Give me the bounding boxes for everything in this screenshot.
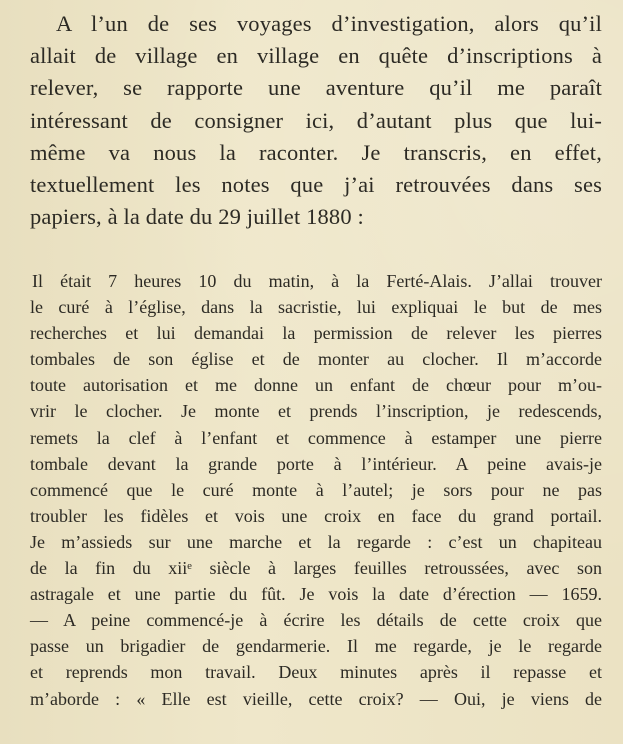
intro-line: A l’un de ses voyages d’investigation, alors qu’il (56, 11, 602, 36)
notes-line: recherches et lui demandai la permission de relever les pierres (30, 323, 602, 344)
intro-line: textuellement les notes que j’ai retrouvées dans ses (30, 172, 602, 198)
intro-line: intéressant de consigner ici, d’autant plus que lui- (30, 107, 602, 133)
notes-line: de la fin du xiiᵉ siècle à larges feuilles retroussées, avec son (30, 558, 602, 579)
intro-line: papiers, à la date du 29 juillet 1880 : (30, 204, 364, 230)
notes-line: le curé à l’église, dans la sacristie, lui expliquai le but de mes (30, 297, 602, 318)
notes-line: troubler les fidèles et vois une croix en face du grand portail. (30, 505, 602, 526)
notes-line: remets la clef à l’enfant et commence à estamper une pierre (30, 427, 602, 448)
notes-line: et reprends mon travail. Deux minutes après il repasse et (30, 662, 602, 683)
notes-line: Je m’assieds sur une marche et la regarde : c’est un chapiteau (30, 531, 602, 552)
notes-line: tombales de son église et de monter au clocher. Il m’accorde (30, 349, 602, 370)
intro-line: même va nous la raconter. Je transcris, en effet, (30, 139, 602, 165)
intro-paragraph (30, 8, 602, 233)
notes-line: vrir le clocher. Je monte et prends l’inscription, je redescends, (30, 401, 602, 422)
intro-line: allait de village en village en quête d’inscriptions à (30, 43, 602, 69)
intro-line: relever, se rapporte une aventure qu’il me paraît (30, 75, 602, 101)
notes-line: m’aborde : « Elle est vieille, cette croix? — Oui, je viens de (30, 688, 602, 709)
notes-line: astragale et une partie du fût. Je vois la date d’érection — 1659. (30, 584, 602, 605)
transcribed-notes (30, 268, 602, 712)
notes-line: — A peine commencé-je à écrire les détails de cette croix que (30, 610, 602, 631)
notes-line: passe un brigadier de gendarmerie. Il me regarde, je le regarde (30, 636, 602, 657)
notes-line: commencé que le curé monte à l’autel; je sors pour ne pas (30, 479, 602, 500)
notes-line: Il était 7 heures 10 du matin, à la Ferté-Alais. J’allai trouver (32, 271, 602, 291)
notes-line: toute autorisation et me donne un enfant de chœur pour m’ou- (30, 375, 602, 396)
notes-line: tombale devant la grande porte à l’intérieur. A peine avais-je (30, 453, 602, 474)
